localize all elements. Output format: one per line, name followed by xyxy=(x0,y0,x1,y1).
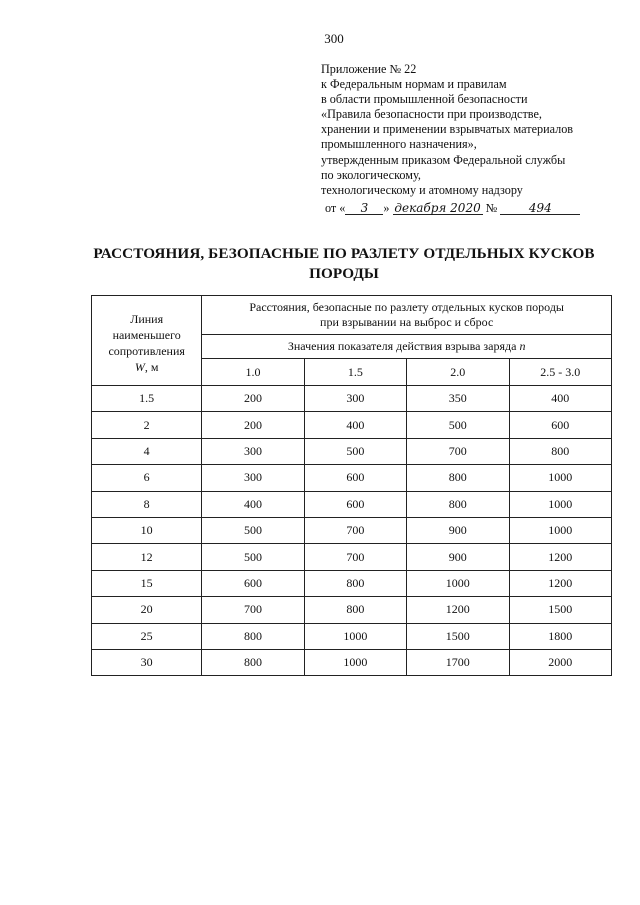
cell-distance: 700 xyxy=(202,597,304,623)
cell-distance: 300 xyxy=(202,465,304,491)
cell-distance: 500 xyxy=(202,544,304,570)
cell-w: 12 xyxy=(92,544,202,570)
cell-distance: 1000 xyxy=(509,491,611,517)
appendix-block xyxy=(321,62,621,216)
cell-distance: 700 xyxy=(407,438,509,464)
cell-distance: 800 xyxy=(202,649,304,675)
title-line-2: ПОРОДЫ xyxy=(309,265,379,282)
cell-w: 25 xyxy=(92,623,202,649)
cell-distance: 1000 xyxy=(509,465,611,491)
header-w-line: Линия xyxy=(130,311,164,326)
cell-w: 1.5 xyxy=(92,386,202,412)
cell-w: 30 xyxy=(92,649,202,675)
n-variable: n xyxy=(519,339,526,353)
header-w-symbol xyxy=(92,359,201,375)
table-row xyxy=(92,597,612,623)
cell-distance: 400 xyxy=(509,386,611,412)
table-row xyxy=(92,570,612,596)
handwritten-day: 3 xyxy=(345,202,383,215)
cell-distance: 700 xyxy=(304,544,406,570)
cell-distance: 1000 xyxy=(509,517,611,543)
cell-distance: 800 xyxy=(304,570,406,596)
cell-w: 6 xyxy=(92,465,202,491)
handwritten-order-number: 494 xyxy=(500,202,580,215)
cell-distance: 200 xyxy=(202,386,304,412)
cell-distance: 1000 xyxy=(407,570,509,596)
cell-distance: 600 xyxy=(304,465,406,491)
cell-distance: 1200 xyxy=(509,570,611,596)
cell-distance: 2000 xyxy=(509,649,611,675)
header-distances-line-2: при взрывании на выброс и сброс xyxy=(320,315,494,329)
page-number: 300 xyxy=(324,31,344,46)
cell-distance: 300 xyxy=(202,438,304,464)
n-value: 2.5 - 3.0 xyxy=(509,359,611,386)
cell-distance: 600 xyxy=(202,570,304,596)
table-row xyxy=(92,623,612,649)
header-w xyxy=(92,296,202,386)
table-row xyxy=(92,491,612,517)
cell-distance: 800 xyxy=(407,491,509,517)
cell-distance: 1000 xyxy=(304,649,406,675)
cell-distance: 600 xyxy=(304,491,406,517)
cell-distance: 1200 xyxy=(407,597,509,623)
appendix-line: в области промышленной безопасности xyxy=(321,92,528,107)
cell-distance: 800 xyxy=(509,438,611,464)
header-w-line: сопротивления xyxy=(108,343,185,358)
cell-distance: 400 xyxy=(202,491,304,517)
cell-distance: 700 xyxy=(304,517,406,543)
cell-w: 4 xyxy=(92,438,202,464)
appendix-line: «Правила безопасности при производстве, xyxy=(321,107,542,122)
cell-distance: 500 xyxy=(304,438,406,464)
appendix-line: к Федеральным нормам и правилам xyxy=(321,77,507,92)
number-prefix: № xyxy=(485,200,498,215)
cell-distance: 500 xyxy=(202,517,304,543)
w-unit: , м xyxy=(144,359,159,374)
cell-distance: 900 xyxy=(407,544,509,570)
cell-distance: 1500 xyxy=(509,597,611,623)
document-title xyxy=(82,244,606,284)
cell-w: 20 xyxy=(92,597,202,623)
header-w-line: наименьшего xyxy=(112,327,181,342)
cell-distance: 300 xyxy=(304,386,406,412)
cell-w: 10 xyxy=(92,517,202,543)
date-mid: » xyxy=(383,200,390,215)
cell-distance: 800 xyxy=(407,465,509,491)
n-value: 2.0 xyxy=(407,359,509,386)
table-row xyxy=(92,517,612,543)
table-row xyxy=(92,412,612,438)
n-value: 1.5 xyxy=(304,359,406,386)
table-row xyxy=(92,649,612,675)
appendix-line: технологическому и атомному надзору xyxy=(321,182,523,197)
cell-distance: 200 xyxy=(202,412,304,438)
cell-distance: 350 xyxy=(407,386,509,412)
appendix-line: утвержденным приказом Федеральной службы xyxy=(321,152,566,167)
cell-distance: 800 xyxy=(202,623,304,649)
cell-w: 8 xyxy=(92,491,202,517)
cell-distance: 1800 xyxy=(509,623,611,649)
header-n xyxy=(202,335,612,359)
header-distances-line-1: Расстояния, безопасные по разлету отдельных кусков породы xyxy=(249,300,564,314)
cell-distance: 600 xyxy=(509,412,611,438)
cell-w: 2 xyxy=(92,412,202,438)
date-prefix: от « xyxy=(325,200,346,215)
cell-distance: 800 xyxy=(304,597,406,623)
table-row xyxy=(92,386,612,412)
header-distances xyxy=(202,296,612,335)
cell-distance: 500 xyxy=(407,412,509,438)
cell-distance: 1700 xyxy=(407,649,509,675)
appendix-line: по экологическому, xyxy=(321,167,421,182)
handwritten-month-year: декабря 2020 xyxy=(394,200,481,215)
appendix-line: хранении и применении взрывчатых материалов xyxy=(321,122,574,137)
table-row xyxy=(92,438,612,464)
cell-w: 15 xyxy=(92,570,202,596)
n-value: 1.0 xyxy=(202,359,304,386)
appendix-line: Приложение № 22 xyxy=(321,62,417,76)
title-line-1: РАССТОЯНИЯ, БЕЗОПАСНЫЕ ПО РАЗЛЕТУ ОТДЕЛЬНЫХ КУСКОВ xyxy=(93,245,595,262)
appendix-line: промышленного назначения», xyxy=(321,137,477,152)
cell-distance: 1000 xyxy=(304,623,406,649)
header-n-text: Значения показателя действия взрыва заряда xyxy=(287,339,517,353)
cell-distance: 1500 xyxy=(407,623,509,649)
cell-distance: 1200 xyxy=(509,544,611,570)
table-row xyxy=(92,465,612,491)
w-variable: W xyxy=(134,359,145,374)
order-date-line xyxy=(325,201,625,216)
cell-distance: 900 xyxy=(407,517,509,543)
safe-distances-table xyxy=(91,295,612,676)
cell-distance: 400 xyxy=(304,412,406,438)
table-row xyxy=(92,544,612,570)
